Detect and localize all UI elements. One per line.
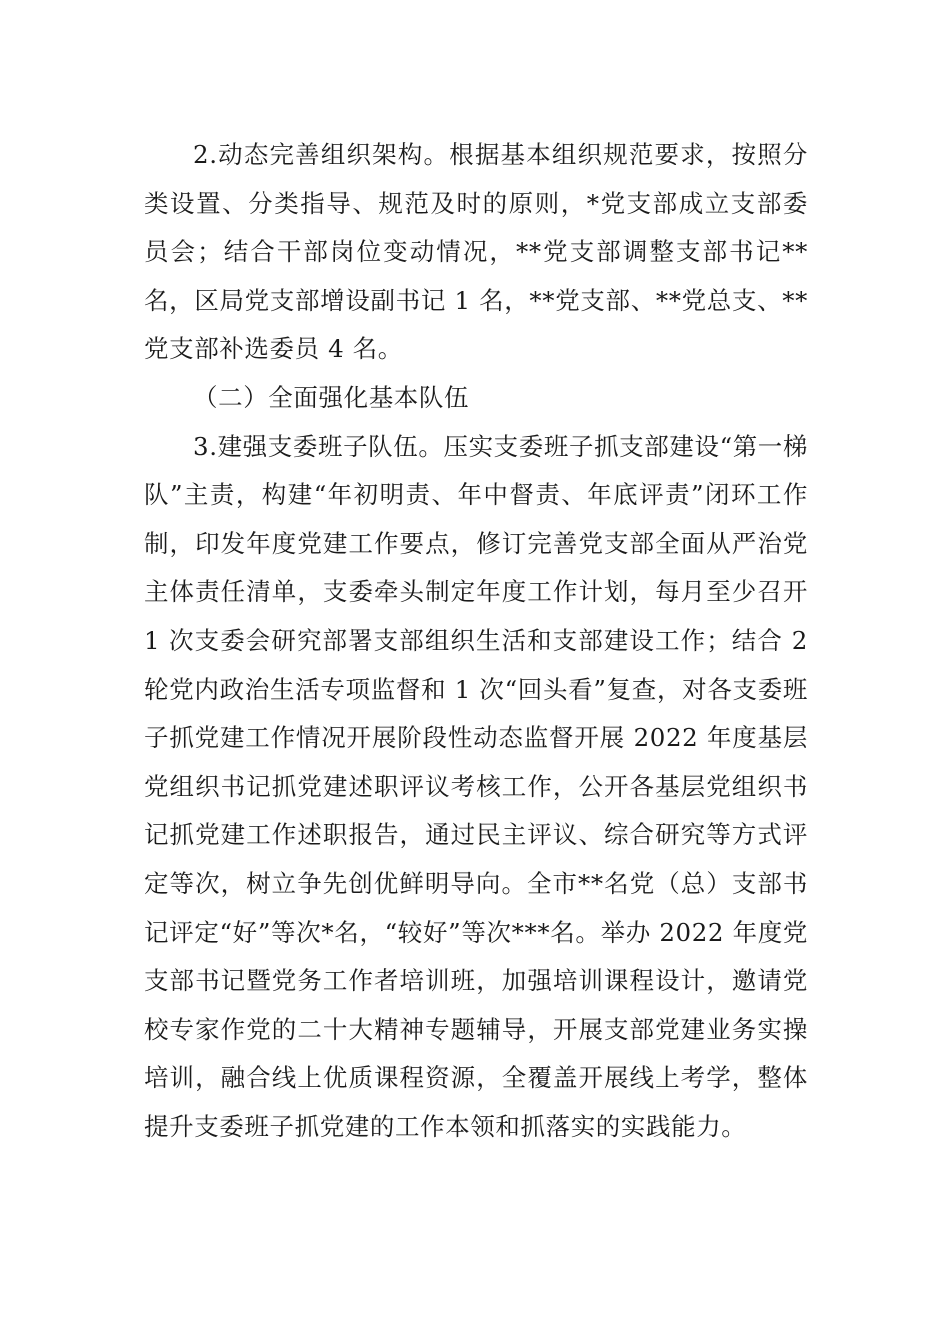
- document-body: [144, 131, 808, 1151]
- paragraph-committee-team: 3.建强支委班子队伍。压实支委班子抓支部建设“第一梯队”主责，构建“年初明责、年中督责、年底评责”闭环工作制，印发年度党建工作要点，修订完善党支部全面从严治党主体责任清单，支委牵头制定年度工作计划，每月至少召开 1 次支委会研究部署支部组织生活和支部建设工作；结合 2 轮党内政治生活专项监督和 1 次“回头看”复查，对各支委班子抓党建工作情况开展阶段性动态监督开展 2022 年度基层党组织书记抓党建述职评议考核工作，公开各基层党组织书记抓党建工作述职报告，通过民主评议、综合研究等方式评定等次，树立争先创优鲜明导向。全市**名党（总）支部书记评定“好”等次*名，“较好”等次***名。举办 2022 年度党支部书记暨党务工作者培训班，加强培训课程设计，邀请党校专家作党的二十大精神专题辅导，开展支部党建业务实操培训，融合线上优质课程资源，全覆盖开展线上考学，整体提升支委班子抓党建的工作本领和抓落实的实践能力。: [144, 431, 808, 1141]
- section-heading-basic-team: （二）全面强化基本队伍: [193, 382, 470, 412]
- paragraph-organization-structure: 2.动态完善组织架构。根据基本组织规范要求，按照分类设置、分类指导、规范及时的原则，*党支部成立支部委员会；结合干部岗位变动情况，**党支部调整支部书记**名，区局党支部增设副书记 1 名，**党支部、**党总支、**党支部补选委员 4 名。: [144, 140, 808, 364]
